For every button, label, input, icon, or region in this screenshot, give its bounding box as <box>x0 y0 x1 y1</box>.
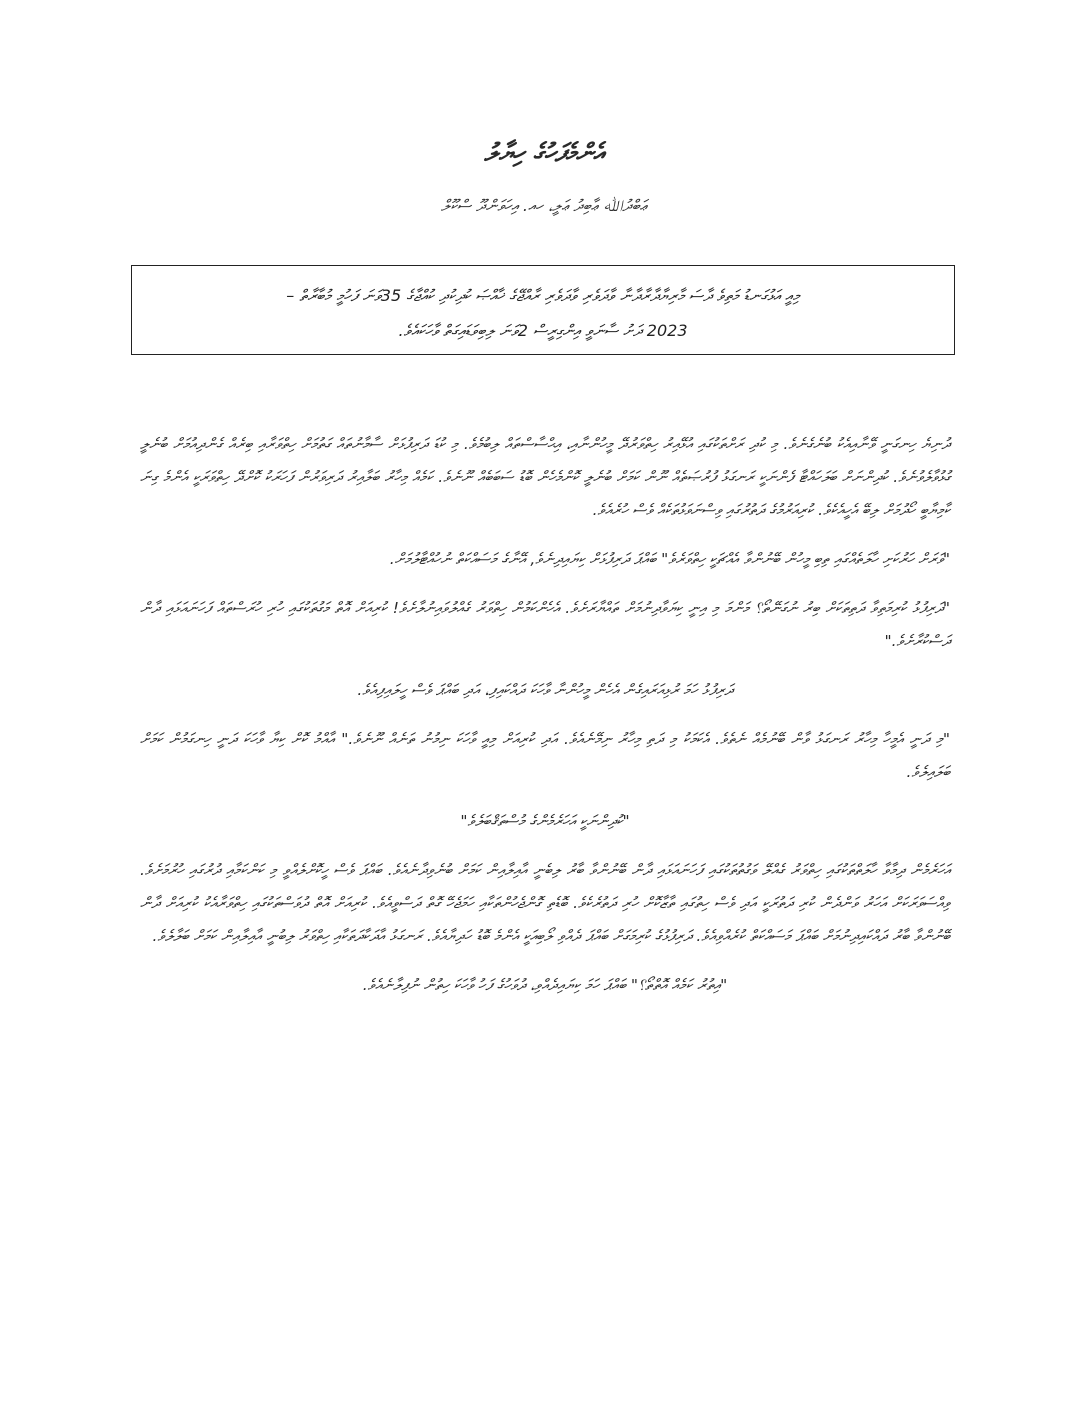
paragraph: ދުނިޔެ ހިނގަނީ ވޭނާއިއެކު ބުނެގެނެވެ. މި ކުދި ރަށްތަކުގައި އުޅޭއިރު ހިތްވަރުދޭ މީހުންނާއި، އިޙްސާސްތައް ލިބުމެވެ. މި ކުޑަ ދަރިފުޅަށް ސާމާނުތައް ގަތުމަށް ހިތްވަރާއި ބިރެއް ގެންދިއުމަށް ބުނެލީ ގުޅުވާލެވުނެވެ. ކުދިންނަށް ބަލަހައްޓާ ފެންނަކީ ރަނގަޅު ފުރުޞަތެއް ނޫން ކަމަށް ބުނެލީ ކޮންމެހެން ބޮޑު ސަބަބެއް ނޫނެވެ. ކަމެއް މިހާރު ބަލާއިރު ދަރިވަރުން ފަހަރަކު ކޮށްދޭ ހިތްވަރަކީ އެންމެ ގިނަ ކާމިޔާބީ ހޯދުމަށް ލިބޭ އެހީއެކެވެ. ކުރިއަރުމުގެ ދަތުރުގައި ވިސްނަވަޅުތަކެއް ވެސް ހުރެއެވެ. <box>140 435 950 519</box>
note-box <box>131 265 955 355</box>
paragraph: "ވަރަށް ހަރުކަށި ހާލަތެއްގައި ތިބި މީހުން ބޭނުންވާ އެއްޗަކީ ހިތްވަރެވެ" ބައްޕަ ދަރިފުޅަށް ކިޔައިދިނެވެ, އޭނާގެ މަސައްކަތް ނުހުއްޓާލުމަށް. <box>389 550 950 568</box>
paragraph: "ކުދިންނަކީ އަހަރެމެންގެ މުސްތަޤްބަލެވެ" <box>460 812 630 830</box>
paragraph: "ދަރިފުޅު ކުރިމަތިވާ ދަތިތަކަށް ބިރު ނުގަނޭތޯ؟ މަންމަ މި އިނީ ކިޔަވާދިނުމަށް ތައްޔާރަށެވެ. އެހެންކަމުން ހިތްވަރު ގެއްލުވައިނުލާށެވެ! ކުރިއަށް އޮތް މަގުތަކުގައި ހުރި ހުރަސްތައް ފަހަނައަޅައި ދާން ދަސްކުރާށެވެ." <box>140 599 950 650</box>
author-byline: ޢަބްދުﷲ ޢާބިދު ޢަލީ، ހއ. އިހަވަންދޫ ސްކޫލް <box>440 196 648 215</box>
paragraph: އަހަރެމެން ދިމާވާ ހާލަތްތަކުގައި ހިތްވަރު ގެއްލޭ ވަގުތުތަކުގައި ފަހަނައަޅައި ދާން ބޭނުންވާ ބާރު ލިބެނީ އާއިލާއިން ކަމަށް ބުނެވިދާނެއެވެ. ބައްޕަ ވެސް ހީކޮށްލެއްވީ މި ކަންކަމާއި ދުރުގައި ހުރުމަށެވެ. ވިއްސަވަރަކަށް އަހަރު ވަންދެން ކުރި ދަތުރަކީ އަދި ވެސް ހިތުގައި ތާޒާކޮށް ހުރި ދަތުރެކެވެ. ބޮޑެތި ގޮންޖެހުންތަކާއި ހަމަޖެހޭ ގޮތް ދަސްވީއެވެ. ކުރިއަށް އޮތް ދުވަސްތަކުގައި ހިތްވަރާއެކު ކުރިއަށް ދާން ބޭނުންވާ ބާރު ދައްކައިދިނުމަށް ބައްޕަ މަސައްކަތް ކުރެއްވިއެވެ. ދަރިފުޅުގެ ކުރިމަގަށް ބައްޕަ ދެއްވި ލޯބިއަކީ އެންމެ ބޮޑު ހަދިޔާއެވެ. ރަނގަޅު އާދަކާދަތަކާއި ހިތްވަރު ލިބުނީ އާއިލާއިން ކަމަށް ބަލާލެވެ. <box>140 861 950 945</box>
body-text <box>140 428 950 1018</box>
paragraph: "މި ދަނީ އެމީހާ މިހާރު ރަނގަޅު ވާން ބޭނުމެއް ނެތެވެ. އެކަމަކު މި ދަތި މިހާރު ނިމޭނެއެވެ. އަދި ކުރިއަށް މިއީ ވާހަކަ ނިމުނު ތަނެއް ނޫނެވެ." އާއްމު ކޮށް ކިޔާ ވާހަކަ ދަނީ ހިނގަމުން ކަމަށް ބަލައިލެވެ. <box>140 730 950 781</box>
page-title: އެންމެފަހުގެ ހިޔާލު <box>484 138 604 167</box>
paragraph: ދަރިފުޅު ހަމަ ރުޅިއަރައިގެން އެހެން މީހުންނާ ވާހަކަ ދައްކައިފި، އަދި ބައްޕަ ވެސް ހީލައިފިއެވެ. <box>357 681 733 699</box>
note-line-1: މިއީ އަޅުގަނޑު މަތިވެ ދާސަ މާރިޔާދާރާދާނާ ވާދަވެރި ވާދަވެރި ރާއްޖޭގެ ޚާއްޞަ ކުދިކުދި ކުއްޖާގެ 35ވަނަ ފަހުމީ މުބާރާތް – <box>286 286 800 305</box>
note-line-2: 2023 ދަށު ސާނަވީ އިންގިރީސް 2ވަނަ ލިބިވަޑައިގަތް ވާހަކައެވެ. <box>398 321 688 340</box>
paragraph: "އިތުރު ކަމެއް އޮތްތޯ؟" ބައްޕަ ހަމަ ކިޔައިދެއްވި، ދުވަހުގެ ފަހު ވާހަކަ ހިތުން ނުފިލާނެއެވެ. <box>362 976 728 994</box>
